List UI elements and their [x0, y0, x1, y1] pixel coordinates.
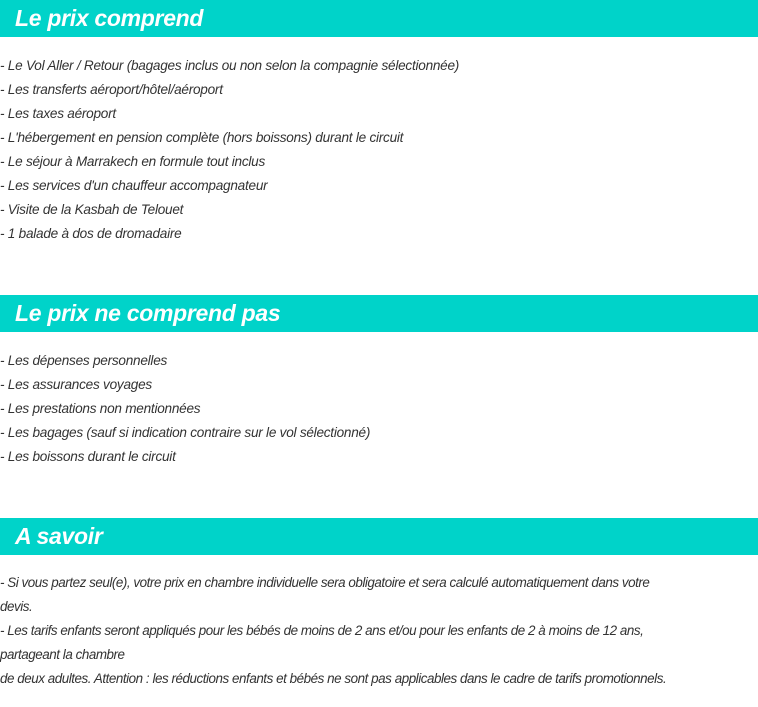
text-line: devis. — [0, 599, 33, 614]
list-item: - Les transferts aéroport/hôtel/aéroport — [0, 82, 223, 97]
list-item: - Les boissons durant le circuit — [0, 449, 176, 464]
text-line: - Si vous partez seul(e), votre prix en chambre individuelle sera obligatoire et sera calculé automatiquement dans votre — [0, 575, 650, 590]
section-heading: Le prix comprend — [0, 0, 758, 37]
list-item: - Les assurances voyages — [0, 377, 152, 392]
included-list — [0, 54, 758, 246]
section-heading: A savoir — [0, 518, 758, 555]
list-item: - Les dépenses personnelles — [0, 353, 168, 368]
good-to-know-list — [0, 571, 758, 691]
section-heading: Le prix ne comprend pas — [0, 295, 758, 332]
text-line: partageant la chambre — [0, 647, 125, 662]
list-item: - L'hébergement en pension complète (hors boissons) durant le circuit — [0, 130, 404, 145]
text-line: de deux adultes. Attention : les réductions enfants et bébés ne sont pas applicables dans le cadre de tarifs promotionnels. — [0, 671, 667, 686]
list-item: - Visite de la Kasbah de Telouet — [0, 202, 184, 217]
list-item: - Les taxes aéroport — [0, 106, 116, 121]
text-line: - Les tarifs enfants seront appliqués pour les bébés de moins de 2 ans et/ou pour les enfants de 2 à moins de 12 ans, — [0, 623, 644, 638]
list-item: - Le séjour à Marrakech en formule tout inclus — [0, 154, 266, 169]
list-item: - Les services d'un chauffeur accompagnateur — [0, 178, 268, 193]
not-included-list — [0, 349, 758, 469]
list-item: - Les prestations non mentionnées — [0, 401, 201, 416]
section-included — [0, 0, 758, 246]
list-item: - Le Vol Aller / Retour (bagages inclus ou non selon la compagnie sélectionnée) — [0, 58, 460, 73]
section-good-to-know — [0, 518, 758, 691]
list-item: - 1 balade à dos de dromadaire — [0, 226, 182, 241]
list-item: - Les bagages (sauf si indication contraire sur le vol sélectionné) — [0, 425, 371, 440]
section-not-included — [0, 295, 758, 469]
